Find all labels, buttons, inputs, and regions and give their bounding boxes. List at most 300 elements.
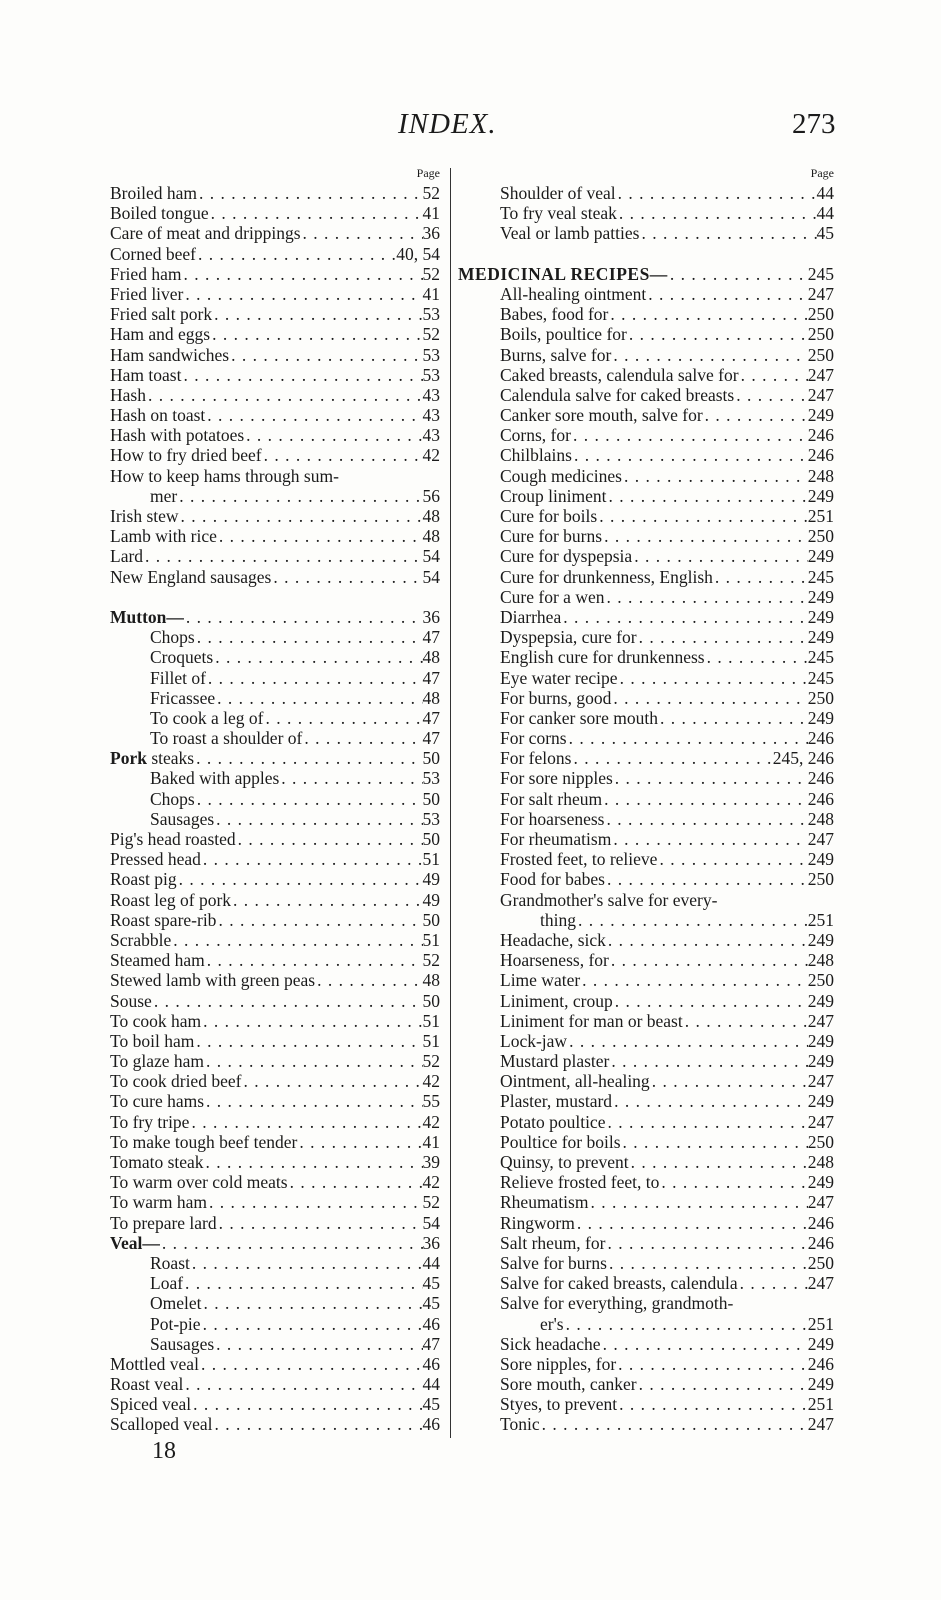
dot-leader: [616, 1354, 808, 1374]
entry-term: Dyspepsia, cure for: [500, 627, 637, 648]
entry-page-ref: 54: [422, 546, 440, 567]
dot-leader: [262, 445, 423, 465]
entry-term: Fillet of: [150, 667, 206, 688]
entry-term: Broiled ham: [110, 183, 197, 203]
signature-mark: 18: [152, 1438, 176, 1464]
index-entry: [458, 506, 834, 526]
index-entry: [110, 1314, 440, 1334]
entry-term: Cure for a wen: [500, 586, 605, 607]
entry-page-ref: 248: [807, 465, 834, 486]
entry-page-ref: 246: [807, 788, 834, 809]
index-entry: [458, 768, 834, 788]
entry-page-ref: 249: [807, 1030, 834, 1051]
entry-term: Omelet: [150, 1293, 202, 1314]
dot-leader: [204, 1091, 422, 1111]
entry-term: Salve for burns: [500, 1252, 607, 1273]
entry-term: Lamb with rice: [110, 526, 217, 547]
index-entry: [110, 991, 440, 1011]
entry-page-ref: 47: [422, 707, 440, 728]
dot-leader: [608, 304, 807, 324]
entry-term: Corned beef: [110, 243, 197, 264]
entry-term: Salve for caked breasts, calendula: [500, 1273, 738, 1294]
entry-term: Ham and eggs: [110, 324, 211, 345]
entry-page-ref: 51: [422, 929, 440, 950]
index-entry: [110, 829, 440, 849]
entry-page-ref: 53: [422, 344, 440, 365]
dot-leader: [263, 708, 422, 728]
dot-leader: [613, 768, 808, 788]
index-entry: [458, 1273, 834, 1293]
dot-leader: [184, 607, 423, 627]
entry-term: Steamed ham: [110, 950, 205, 971]
dot-leader: [201, 1011, 422, 1031]
entry-term: Potato poultice: [500, 1111, 606, 1132]
entry-page-ref: 246: [807, 425, 834, 446]
dot-leader: [143, 546, 422, 566]
index-entry: [458, 1011, 834, 1031]
dot-leader: [204, 1152, 423, 1172]
index-entry: [458, 1091, 834, 1111]
index-entry: [110, 748, 440, 768]
dot-leader: [616, 183, 817, 203]
dot-leader: [738, 1273, 808, 1293]
index-entry: [458, 1253, 834, 1273]
entry-page-ref: 55: [422, 1091, 440, 1112]
entry-page-ref: 49: [422, 869, 440, 890]
index-entry: [458, 647, 834, 667]
index-entry: [458, 607, 834, 627]
dot-leader: [622, 466, 808, 486]
index-entry: [458, 324, 834, 344]
entry-term: Shoulder of veal: [500, 183, 616, 203]
entry-term: Mustard plaster: [500, 1051, 610, 1072]
index-entry: [110, 1374, 440, 1394]
index-entry: [458, 203, 834, 223]
entry-term: Headache, sick: [500, 929, 606, 950]
index-entry: [110, 1071, 440, 1091]
entry-page-ref: 42: [422, 1111, 440, 1132]
index-entry: [458, 244, 834, 264]
index-entry: [458, 991, 834, 1011]
dot-leader: [580, 970, 808, 990]
entry-term: Caked breasts, calendula salve for: [500, 364, 739, 385]
dot-leader: [210, 324, 422, 344]
dot-leader: [668, 264, 808, 284]
entry-term: How to keep hams through sum-: [110, 465, 339, 486]
entry-page-ref: 249: [807, 849, 834, 870]
index-entry: [110, 324, 440, 344]
entry-page-ref: 50: [422, 829, 440, 849]
dot-leader: [191, 1394, 422, 1414]
dot-leader: [194, 1031, 422, 1051]
entry-page-ref: 250: [807, 970, 834, 991]
dot-leader: [602, 789, 808, 809]
entry-term: Mutton—: [110, 606, 184, 627]
dot-leader: [244, 425, 422, 445]
entry-page-ref: 49: [422, 889, 440, 910]
entry-term: Care of meat and drippings: [110, 223, 301, 244]
entry-page-ref: 250: [807, 304, 834, 325]
entry-term: Liniment, croup: [500, 990, 613, 1011]
entry-term: Rheumatism: [500, 1192, 589, 1213]
entry-term: Canker sore mouth, salve for: [500, 405, 703, 426]
dot-leader: [576, 910, 808, 930]
entry-page-ref: 51: [422, 1010, 440, 1031]
entry-page-ref: 248: [807, 808, 834, 829]
entry-term: To glaze ham: [110, 1051, 205, 1072]
entry-page-ref: 42: [422, 1172, 440, 1193]
index-entry: [458, 183, 834, 203]
dot-leader: [658, 708, 808, 728]
index-entry: [110, 910, 440, 930]
index-entry: [110, 728, 440, 748]
entry-page-ref: 250: [807, 1131, 834, 1152]
entry-page-ref: 246: [807, 1212, 834, 1233]
entry-page-ref: 44: [816, 203, 834, 224]
dot-leader: [209, 203, 423, 223]
entry-term: To cook ham: [110, 1010, 202, 1031]
index-entry: [458, 445, 834, 465]
dot-leader: [605, 869, 808, 889]
index-entries-left: [110, 183, 440, 1435]
dot-leader: [212, 304, 422, 324]
entry-term: Roast spare-rib: [110, 909, 217, 930]
entry-term: Poultice for boils: [500, 1131, 621, 1152]
index-entry: [110, 950, 440, 970]
dot-leader: [575, 1213, 808, 1233]
dot-leader: [213, 647, 422, 667]
index-entry: [110, 385, 440, 405]
index-entry: [110, 183, 440, 203]
index-entry: [458, 930, 834, 950]
index-entry: [110, 1192, 440, 1212]
dot-leader: [639, 223, 816, 243]
index-entry: [110, 466, 440, 486]
entry-term: Sore mouth, canker: [500, 1374, 637, 1395]
entry-page-ref: 44: [816, 183, 834, 203]
entry-page-ref: 251: [807, 909, 834, 930]
entry-term: Eye water recipe: [500, 667, 618, 688]
index-entry: [110, 345, 440, 365]
entry-term: Scrabble: [110, 929, 172, 950]
entry-page-ref: 47: [422, 1333, 440, 1354]
dot-leader: [288, 1172, 423, 1192]
entry-page-ref: 40, 54: [396, 243, 440, 264]
dot-leader: [177, 486, 422, 506]
entry-page-ref: 247: [807, 829, 834, 849]
entry-term: To cook a leg of: [150, 707, 264, 728]
entry-term: Hash on toast: [110, 405, 206, 426]
dot-leader: [602, 526, 808, 546]
entry-page-ref: 45: [422, 1273, 440, 1294]
entry-term: For felons: [500, 748, 572, 769]
index-entry: [110, 486, 440, 506]
entry-page-ref: 48: [422, 506, 440, 526]
entry-page-ref: 250: [807, 1252, 834, 1273]
entry-page-ref: 42: [422, 445, 440, 466]
entry-page-ref: 39: [422, 1152, 440, 1172]
index-entry: [110, 849, 440, 869]
entry-term: Hash: [110, 384, 146, 405]
entry-term: Salve for everything, grandmoth-: [500, 1293, 734, 1314]
entry-term: Tomato steak: [110, 1152, 204, 1172]
index-entry: [110, 405, 440, 425]
dot-leader: [216, 910, 422, 930]
dot-leader: [627, 324, 808, 344]
dot-leader: [195, 627, 423, 647]
entry-page-ref: 247: [807, 364, 834, 385]
entry-term: To roast a shoulder of: [150, 728, 303, 749]
entry-page-ref: 54: [422, 1212, 440, 1233]
entry-term: To cure hams: [110, 1091, 205, 1112]
entry-page-ref: 246: [807, 1232, 834, 1253]
entry-page-ref: 52: [422, 183, 440, 203]
index-entry: [458, 405, 834, 425]
entry-page-ref: 47: [422, 667, 440, 688]
entry-term: Fried salt pork: [110, 304, 213, 325]
entry-term: er's: [540, 1313, 564, 1334]
entry-page-ref: 251: [807, 1394, 834, 1415]
entry-term: Pot-pie: [150, 1313, 201, 1334]
entry-term: Grandmother's salve for every-: [500, 889, 718, 910]
dot-leader: [217, 1213, 423, 1233]
dot-leader: [611, 345, 807, 365]
entry-term: Lime water: [500, 970, 581, 991]
dot-leader: [657, 849, 807, 869]
index-entry: [458, 304, 834, 324]
entry-page-ref: 249: [807, 1333, 834, 1354]
index-entry: [110, 1011, 440, 1031]
entry-page-ref: 50: [422, 990, 440, 1011]
dot-leader: [607, 1253, 808, 1273]
entry-page-ref: 247: [807, 283, 834, 304]
dot-leader: [183, 1273, 422, 1293]
entry-page-ref: 249: [807, 707, 834, 728]
entry-page-ref: 249: [807, 1374, 834, 1395]
dot-leader: [605, 1112, 807, 1132]
entry-page-ref: 53: [422, 304, 440, 325]
index-entry: [110, 1152, 440, 1172]
index-entry: [110, 647, 440, 667]
entry-page-ref: 41: [422, 203, 440, 224]
dot-leader: [206, 668, 423, 688]
entry-term: Cure for burns: [500, 526, 603, 547]
entry-term: MEDICINAL RECIPES—: [458, 263, 668, 284]
entry-page-ref: 251: [807, 506, 834, 526]
dot-leader: [637, 627, 808, 647]
entry-term: Fried liver: [110, 283, 184, 304]
index-entry: [110, 627, 440, 647]
dot-leader: [201, 849, 423, 869]
entry-term: Chops: [150, 788, 195, 809]
entry-term: Styes, to prevent: [500, 1394, 618, 1415]
dot-leader: [618, 668, 808, 688]
entry-term: Burns, salve for: [500, 344, 612, 365]
entry-page-ref: 45: [422, 1394, 440, 1415]
index-entry: [458, 728, 834, 748]
index-entry: [458, 385, 834, 405]
entry-page-ref: 43: [422, 405, 440, 426]
entry-page-ref: 249: [807, 929, 834, 950]
index-entry: [110, 425, 440, 445]
index-entry: [458, 1132, 834, 1152]
entry-term: Pork steaks: [110, 748, 195, 769]
dot-leader: [301, 223, 423, 243]
index-entry: [458, 1293, 834, 1313]
entry-page-ref: 247: [807, 1192, 834, 1213]
index-entry: [110, 304, 440, 324]
index-entry: [110, 1112, 440, 1132]
entry-term: Babes, food for: [500, 304, 609, 325]
entry-page-ref: 249: [807, 627, 834, 648]
dot-leader: [205, 950, 423, 970]
entry-page-ref: 50: [422, 909, 440, 930]
entry-term: Souse: [110, 990, 152, 1011]
entry-page-ref: 250: [807, 324, 834, 345]
dot-leader: [609, 950, 808, 970]
entry-page-ref: 246: [807, 768, 834, 789]
index-entry: [458, 466, 834, 486]
dot-leader: [632, 546, 808, 566]
entry-page-ref: 248: [807, 950, 834, 971]
dot-leader: [231, 890, 422, 910]
entry-term: Hoarseness, for: [500, 950, 609, 971]
entry-term: Ointment, all-healing: [500, 1071, 650, 1092]
index-entry: [110, 688, 440, 708]
dot-leader: [597, 506, 808, 526]
entry-term: Fricassee: [150, 687, 216, 708]
index-entry: [458, 748, 834, 768]
dot-leader: [705, 647, 808, 667]
index-entry: [110, 970, 440, 990]
dot-leader: [683, 1011, 808, 1031]
index-entry: [458, 1152, 834, 1172]
dot-leader: [611, 829, 807, 849]
entry-term: Ringworm: [500, 1212, 575, 1233]
dot-leader: [197, 183, 423, 203]
entry-term: For corns: [500, 728, 567, 749]
entry-page-ref: 247: [807, 1111, 834, 1132]
entry-term: To cook dried beef: [110, 1071, 242, 1092]
index-entries-right: [458, 183, 834, 1435]
entry-term: To prepare lard: [110, 1212, 217, 1233]
entry-term: Cure for boils: [500, 506, 598, 526]
index-entry: [110, 284, 440, 304]
entry-term: Sausages: [150, 808, 215, 829]
entry-page-ref: 245: [807, 263, 834, 284]
index-entry: [110, 244, 440, 264]
entry-term: mer: [150, 485, 178, 506]
index-entry: [110, 1414, 440, 1434]
entry-page-ref: 36: [422, 606, 440, 627]
entry-page-ref: 48: [422, 970, 440, 991]
entry-page-ref: 54: [422, 566, 440, 587]
entry-page-ref: 41: [422, 283, 440, 304]
entry-term: Sore nipples, for: [500, 1353, 617, 1374]
entry-page-ref: 245: [807, 647, 834, 668]
index-entry: [110, 264, 440, 284]
entry-term: Ham sandwiches: [110, 344, 230, 365]
entry-page-ref: 246: [807, 1353, 834, 1374]
index-entry: [458, 1112, 834, 1132]
entry-page-ref: 45: [816, 223, 834, 244]
index-entry: [110, 1172, 440, 1192]
entry-page-ref: 247: [807, 1414, 834, 1435]
dot-leader: [183, 1374, 422, 1394]
entry-term: Liniment for man or beast: [500, 1010, 683, 1031]
entry-page-ref: 249: [807, 405, 834, 426]
entry-page-ref: 247: [807, 1071, 834, 1092]
entry-page-ref: 47: [422, 627, 440, 648]
index-entry: [458, 688, 834, 708]
dot-leader: [190, 1253, 423, 1273]
entry-term: To warm ham: [110, 1192, 207, 1213]
dot-leader: [146, 385, 423, 405]
entry-page-ref: 245: [807, 566, 834, 587]
dot-leader: [713, 567, 808, 587]
entry-term: Roast leg of pork: [110, 889, 232, 910]
dot-leader: [171, 930, 422, 950]
index-entry: [458, 1213, 834, 1233]
index-column-right: [458, 163, 834, 1435]
entry-term: Croup liniment: [500, 485, 607, 506]
dot-leader: [604, 587, 807, 607]
entry-page-ref: 51: [422, 849, 440, 870]
entry-term: Cough medicines: [500, 465, 622, 486]
entry-page-ref: 53: [422, 768, 440, 789]
index-entry: [458, 1314, 834, 1334]
entry-term: Diarrhea: [500, 606, 562, 627]
dot-leader: [606, 930, 808, 950]
index-entry: [110, 1233, 440, 1253]
dot-leader: [177, 869, 423, 889]
dot-leader: [202, 1293, 423, 1313]
index-entry: [110, 708, 440, 728]
running-head: [0, 108, 941, 142]
dot-leader: [179, 506, 423, 526]
dot-leader: [613, 991, 808, 1011]
index-entry: [110, 546, 440, 566]
entry-page-ref: 48: [422, 687, 440, 708]
index-entry: [458, 1354, 834, 1374]
dot-leader: [215, 688, 422, 708]
index-entry: [110, 869, 440, 889]
entry-term: Plaster, mustard: [500, 1091, 613, 1112]
entry-page-ref: 249: [807, 485, 834, 506]
dot-leader: [659, 1172, 807, 1192]
dot-leader: [152, 991, 423, 1011]
dot-leader: [605, 1233, 807, 1253]
entry-term: Cure for dyspepsia: [500, 546, 633, 567]
index-entry: [458, 890, 834, 910]
index-entry: [110, 1091, 440, 1111]
dot-leader: [567, 1031, 808, 1051]
entry-term: Calendula salve for caked breasts: [500, 384, 735, 405]
entry-page-ref: 245: [807, 667, 834, 688]
index-entry: [110, 1051, 440, 1071]
index-entry: [458, 546, 834, 566]
dot-leader: [241, 1071, 422, 1091]
index-entry: [458, 486, 834, 506]
dot-leader: [271, 567, 422, 587]
dot-leader: [236, 829, 423, 849]
index-entry: [110, 567, 440, 587]
entry-term: Chilblains: [500, 445, 572, 466]
page-title: INDEX.: [398, 108, 497, 140]
entry-page-ref: 249: [807, 1051, 834, 1072]
entry-term: Irish stew: [110, 506, 179, 526]
dot-leader: [183, 284, 422, 304]
